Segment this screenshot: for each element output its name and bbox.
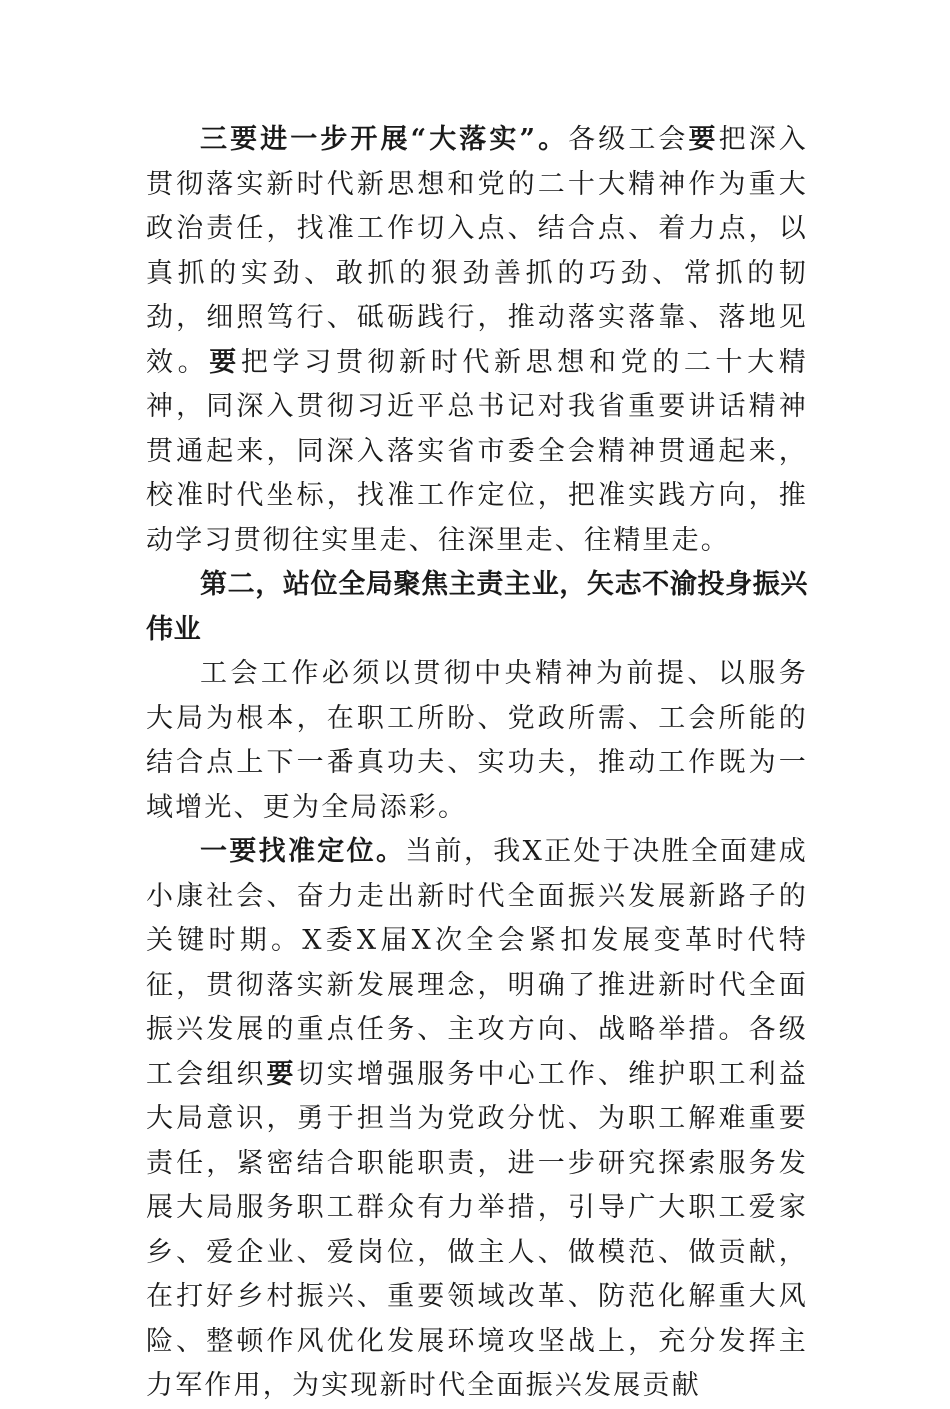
paragraph-text: 把学习贯彻新时代新思想和党的二十大精神，同深入贯彻习近平总书记对我省重要讲话精神贯通起来，同深入落实省市委全会精神贯通起来，校准时代坐标，找准工作定位，把准实践方向，推动学习贯彻往实里走、往深里走、往精里走。 [146,346,808,556]
section-heading-second: 第二，站位全局聚焦主责主业，矢志不渝投身振兴伟业 [146,569,808,645]
paragraph-text: 切实增强服务中心工作、维护职工利益大局意识，勇于担当为党政分忧、为职工解难重要责任，紧密结合职能职责，进一步研究探索服务发展大局服务职工群众有力举措，引导广大职工爱家乡、爱企业、爱岗位，做主人、做模范、做贡献，在打好乡村振兴、重要领域改革、防范化解重大风险、整顿作风优化发展环境攻坚战上，充分发挥主力军作用，为实现新时代全面振兴发展贡献 [146,1058,808,1401]
paragraph-text: 当前，我X正处于决胜全面建成小康社会、奋力走出新时代全面振兴发展新路子的关键时期。X委X届X次全会紧扣发展变革时代特征，贯彻落实新发展理念，明确了推进新时代全面振兴发展的重点任务、主攻方向、战略举措。各级工会组织 [146,836,808,1090]
paragraph-text: 各级工会 [568,124,689,155]
document-body [146,118,808,1409]
emphasis-keyword: 要 [688,124,719,155]
emphasis-keyword: 要 [209,346,241,378]
paragraph-one-positioning [146,830,808,1409]
emphasis-keyword: 要 [266,1058,297,1090]
paragraph-lead: 三要进一步开展“大落实”。 [200,124,569,155]
paragraph-three-implementation [146,118,808,563]
paragraph-lead: 一要找准定位。 [200,836,406,867]
paragraph-text: 把深入贯彻落实新时代新思想和党的二十大精神作为重大政治责任，找准工作切入点、结合点、着力点，以真抓的实劲、敢抓的狠劲善抓的巧劲、常抓的韧劲，细照笃行、砥砺践行，推动落实落靠、落地见效。 [146,124,808,378]
paragraph-section-intro: 工会工作必须以贯彻中央精神为前提、以服务大局为根本，在职工所盼、党政所需、工会所能的结合点上下一番真功夫、实功夫，推动工作既为一域增光、更为全局添彩。 [146,658,808,823]
